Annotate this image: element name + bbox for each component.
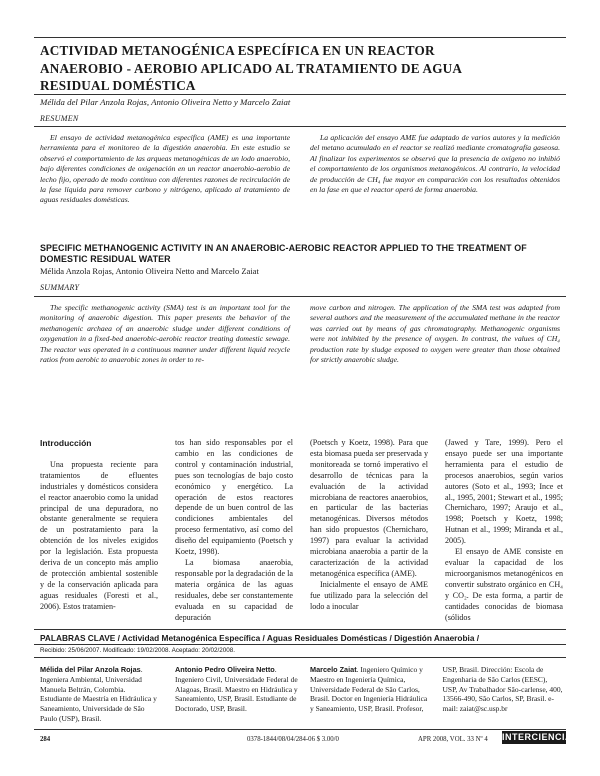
title-line-2: ANAEROBIO - AEROBIO APLICADO AL TRATAMIENTO DE AGUA [40,60,463,76]
dates-rule [34,657,566,658]
resumen-col-2: La aplicación del ensayo AME fue adaptado de varios autores y la medición del metano acumulado en el reactor se realizó mediante cromatografía gaseosa. Al finalizar los experimentos se observó que la presencia de oxígeno no inhibió el comportamiento de los organismos metanogénicos. Al contrario, la velocidad de producción de CH₄ fue mayor en comparación con los resultados obtenidos en la fase en que el reactor operó de forma anaerobia. [310,133,560,195]
body-column-4 [445,438,563,623]
body-paragraph: La biomasa anaerobia, responsable por la degradación de la materia orgánica de las aguas residuales, debe ser constantemente evaluada en su capacidad de depuración [175,557,293,622]
keywords: PALABRAS CLAVE / Actividad Metanogénica Específica / Aguas Residuales Domésticas / Digestión Anaerobia / [40,633,480,643]
summary-rule [34,296,566,297]
intro-heading: Introducción [40,438,92,448]
body-paragraph: (Poetsch y Koetz, 1998). Para que esta biomasa pueda ser preservada y monitoreada se tornó imperativo el desarrollo de técnicas para la evaluación de la actividad microbiana de reactores anaerobios, en particular de las bacterias metanogénicas. Diversos métodos han sido propuestos (Chernicharo, 1997) para evaluar la actividad microbiana anaerobia a partir de la caracterización de la actividad metanogénica específica (AME). [310,438,428,578]
authors-spanish: Mélida del Pilar Anzola Rojas, Antonio Oliveira Netto y Marcelo Zaiat [40,97,291,107]
affiliation-text: . Ingeniera Ambiental, Universidad Manuela Beltrán, Colombia. Estudiante de Maestría en Hidráulica y Saneamiento, Universidade de São Paulo (USP), Brasil. [40,665,157,723]
issn-code: 0378-1844/08/04/284-06 $ 3.00/0 [247,736,339,743]
keywords-bottom-rule [34,644,566,645]
issue-info: APR 2008, VOL. 33 Nº 4 [418,736,488,743]
resumen-heading: RESUMEN [40,114,79,123]
resumen-rule [34,126,566,127]
title-bottom-rule [34,94,566,95]
body-column-1 [40,438,158,613]
summary-col-2: move carbon and nitrogen. The application of the SMA test was adapted from several authors and the measurement of the accumulated methane in the reactor was carried out by means of gas chromatography. Methanogenic organisms were not inhibited by the presence of oxygen. In contrast, the values of CH₄ production rate by sludge exposed to oxygen were greater than those obtained for strictly anaerobic sludge. [310,303,560,365]
body-column-2 [175,438,293,623]
affiliation-name: Antonio Pedro Oliveira Netto [175,665,275,674]
affiliation-3 [310,665,563,727]
affiliation-text: . Ingeniero Civil, Universidade Federal de Alagoas, Brasil. Maestro en Hidráulica y Saneamiento, USP, Brasil. Estudiante de Doctorado, USP, Brasil. [175,665,298,714]
body-column-3 [310,438,428,613]
page-number: 284 [40,736,51,743]
received-dates: Recibido: 25/06/2007. Modificado: 19/02/2008. Aceptado: 20/02/2008. [40,647,236,654]
footer-rule [34,729,566,730]
english-title: SPECIFIC METHANOGENIC ACTIVITY IN AN ANAEROBIC-AEROBIC REACTOR APPLIED TO THE TREATMENT OF DOMESTIC RESIDUAL WATER [40,243,527,264]
affiliation-name: Marcelo Zaiat [310,665,357,674]
affiliation-text: . Ingeniero Químico y Maestro en Ingeniería Química, Universidade Federal de São Carlos, Brasil. Doctor en Ingeniería Hidráulica y Saneamiento, USP, Brasil. Profesor, USP, Brasil. Dirección: Escola de Engenharia de São Carlos (EESC), USP, Av Trabalhador São-carlense, 400, 13566-490, São Carlos, SP, Brasil. e-mail: zaiat@sc.usp.br [310,665,563,714]
summary-col-1: The specific methanogenic activity (SMA) test is an important tool for the monitoring of anaerobic digestion. This paper presents the behavior of the methanogenic archaea of an anaerobic sludge under different conditions of oxygenation in a fixed-bed anaerobic-aerobic reactor treating domestic sewage. The reactor was operated in a continuous manner under different liquid recycle ratios from aerobic to anaerobic zones in order to re- [40,303,290,365]
body-paragraph: Una propuesta reciente para tratamientos de efluentes industriales y domésticos considera el reactor anaerobio como la unidad principal de una depuradora, no obstante generalmente se requiera de un postratamiento para la obtención de los niveles exigidos por la legislación. Esta propuesta deriva de un concepto más amplio de protección ambiental sostenible y de la conservación aplicada para aguas residuales (Foresti et al., 2006). Estos tratamien- [40,459,158,611]
body-paragraph: Inicialmente el ensayo de AME fue utilizado para la selección del lodo a inocular [310,579,428,611]
body-paragraph: El ensayo de AME consiste en evaluar la capacidad de los microorganismos metanogénicos en convertir substrato orgánico en CH₄ y CO₂. De esta forma, a partir de cantidades conocidas de biomasa (sólidos [445,547,563,622]
title-line-1: ACTIVIDAD METANOGÉNICA ESPECÍFICA EN UN REACTOR [40,43,435,58]
affiliation-2 [175,665,300,714]
resumen-col-1: El ensayo de actividad metanogénica específica (AME) es una importante herramienta para el monitoreo de la digestión anaerobia. En este estudio se observó el comportamiento de las arqueas metanogénicas de un lodo anaerobio, bajo diferentes condiciones de oxigenación en un reactor anaerobio-aerobio de lecho fijo, operado de modo continuo con diferentes razones de recirculación de la fase líquida para remover carbono y nitrógeno, aplicado al tratamiento de aguas residuales domésticas. [40,133,290,205]
top-rule [34,37,566,38]
authors-english: Mélida Anzola Rojas, Antonio Oliveira Netto and Marcelo Zaiat [40,266,259,276]
affiliation-name: Mélida del Pilar Anzola Rojas [40,665,141,674]
article-title [40,42,540,95]
title-line-3: RESIDUAL DOMÉSTICA [40,78,196,93]
body-paragraph: tos han sido responsables por el cambio en las condiciones de control y contaminación industrial, pues son tecnologías de bajo costo económico y energético. La operación de estos reactores depende de un buen control de las condiciones ambientales del proceso fermentativo, así como del diseño del equipamiento (Poetsch y Koetz, 1998). [175,438,293,557]
journal-logo: INTERCIENCIA [502,732,573,742]
affiliation-1 [40,665,158,724]
summary-heading: SUMMARY [40,283,80,292]
keywords-top-rule [34,629,566,630]
body-paragraph: (Jawed y Tare, 1999). Pero el ensayo puede ser una importante herramienta para el estudio de procesos anaerobios, según varios autores (Soto et al., 1993; Ince et al., 1995, 2001; Stewart et al., 1995; Chernicharo, 1997; Araujo et al., 1998; Poetsch y Koetz, 1998; Hutnan et al., 1999; Miranda et al., 2005). [445,438,563,546]
